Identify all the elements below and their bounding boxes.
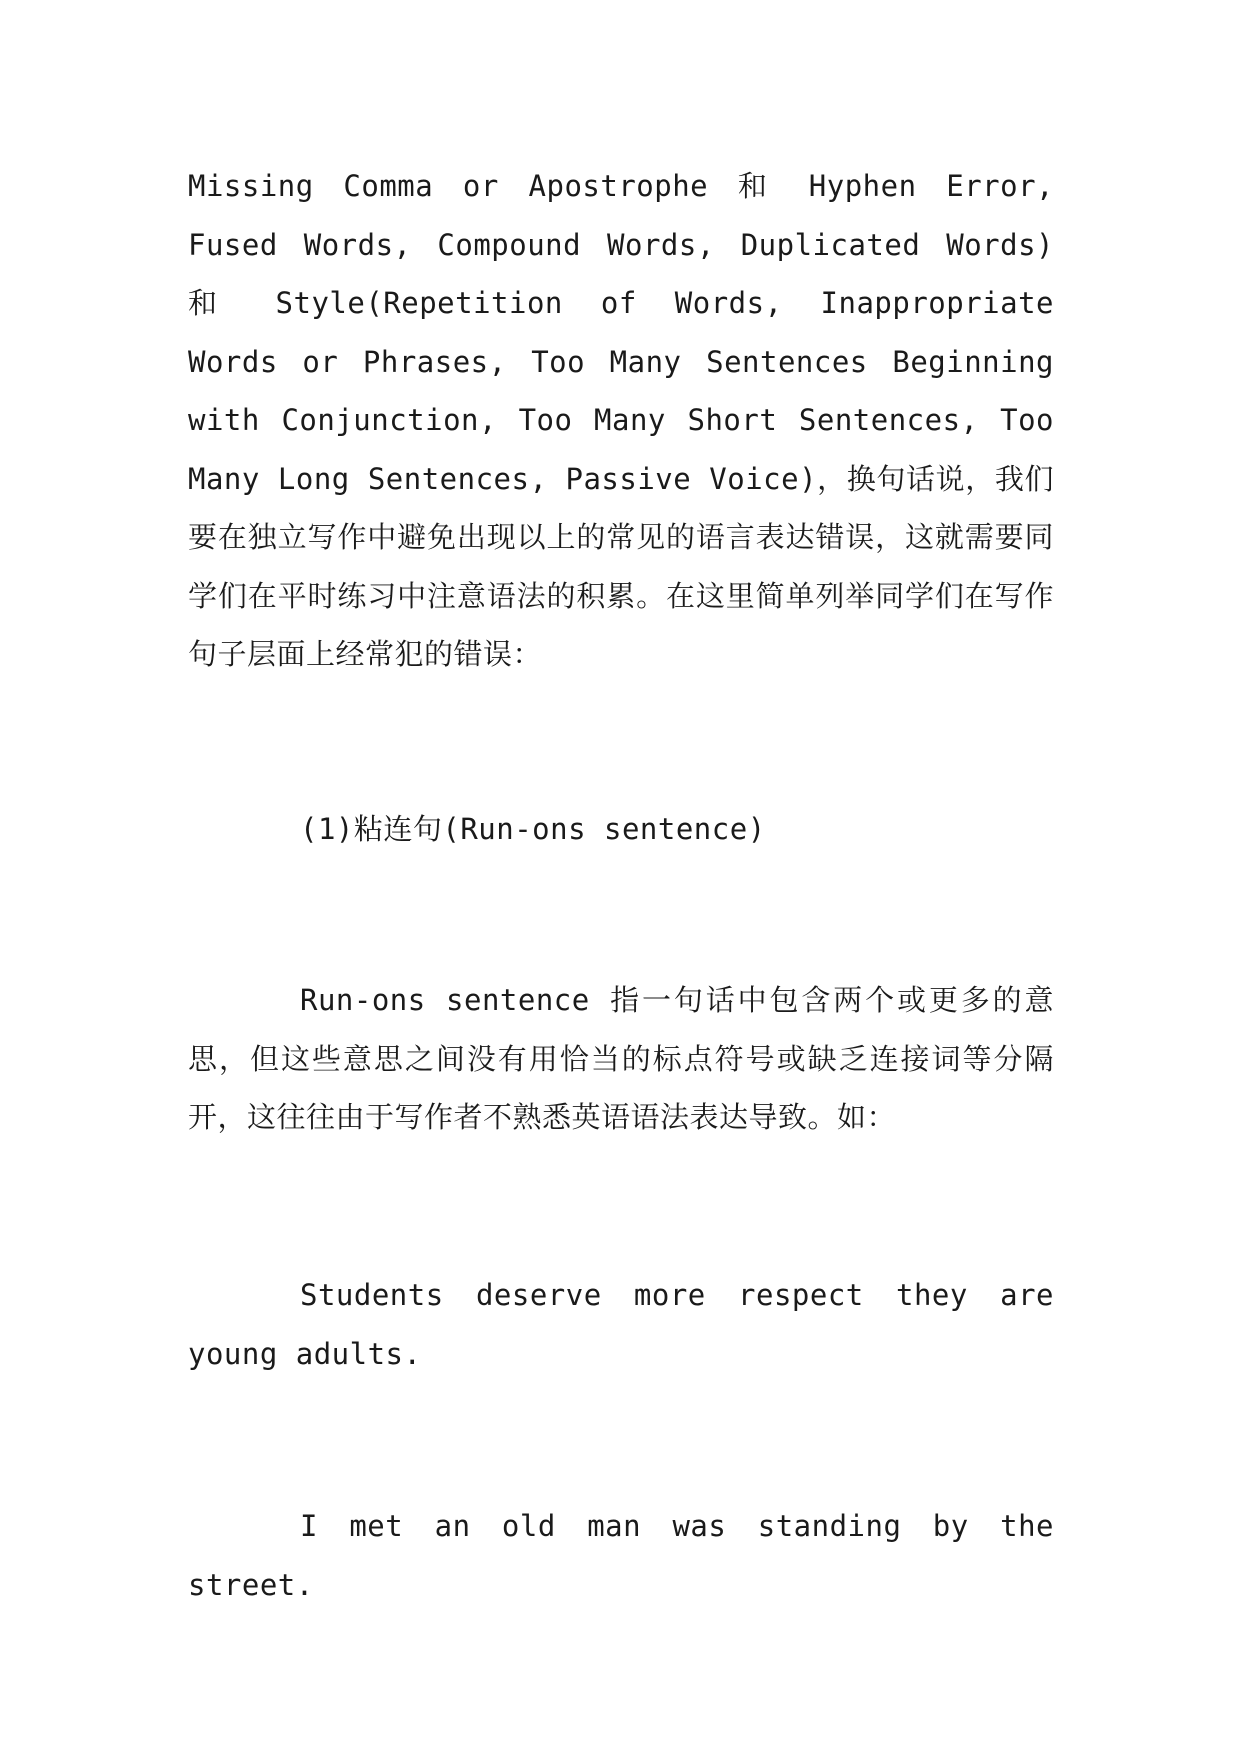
example-sentence: Students deserve more respect they are young adults. — [188, 1278, 1054, 1371]
example-sentence: I met an old man was standing by the street. — [188, 1509, 1054, 1602]
body-paragraph: Missing Comma or Apostrophe 和 Hyphen Error, Fused Words, Compound Words, Duplicated Words) 和 Style(Repetition of Words, Inappropriate Words or Phrases, Too Many Sentences Beginning with Conjunction, Too Many Short Sentences, Too Many Long Sentences, Passive Voice)，换句话说，我们要在独立写作中避免出现以上的常见的语言表达错误，这就需要同学们在平时练习中注意语法的积累。在这里简单列举同学们在写作句子层面上经常犯的错误： — [188, 169, 1054, 671]
body-paragraph: Run-ons sentence 指一句话中包含两个或更多的意思，但这些意思之间没有用恰当的标点符号或缺乏连接词等分隔开，这往往由于写作者不熟悉英语语法表达导致。如： — [188, 983, 1054, 1134]
section-heading: (1)粘连句(Run-ons sentence) — [300, 812, 766, 846]
